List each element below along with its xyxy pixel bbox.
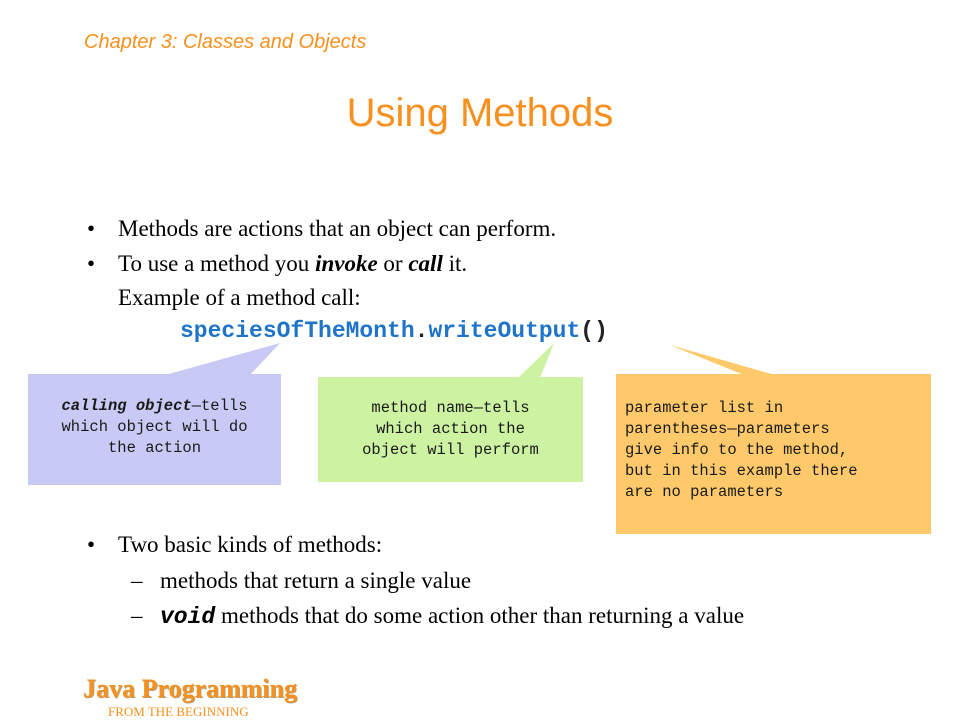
chapter-heading: Chapter 3: Classes and Objects bbox=[84, 31, 367, 53]
method-name-tail bbox=[518, 343, 554, 378]
footer-book-subtitle: FROM THE BEGINNING bbox=[108, 704, 249, 719]
parameter-list-tail bbox=[670, 345, 775, 375]
call-keyword: call bbox=[408, 251, 443, 276]
method-name-callout bbox=[318, 377, 583, 482]
calling-object-tail bbox=[165, 343, 280, 375]
callout-line: give info to the method, bbox=[625, 441, 849, 459]
calling-object-callout bbox=[28, 374, 281, 485]
text-segment: or bbox=[377, 251, 409, 276]
invoke-keyword: invoke bbox=[315, 251, 378, 276]
callout-line: the action bbox=[107, 439, 201, 457]
footer-book-title: Java Programming bbox=[83, 674, 297, 703]
parameter-list-code: () bbox=[580, 318, 608, 344]
parameter-list-callout bbox=[616, 374, 931, 534]
calling-object-code: speciesOfTheMonth bbox=[180, 318, 415, 344]
subbullet-return-value: methods that return a single value bbox=[160, 568, 472, 593]
bullet-two-kinds: Two basic kinds of methods: bbox=[118, 532, 383, 557]
callout-line: object will perform bbox=[362, 441, 539, 459]
callout-line: which object will do bbox=[61, 418, 248, 436]
slide-title: Using Methods bbox=[346, 91, 614, 135]
text-segment: To use a method you bbox=[118, 251, 316, 276]
callout-line: method name—tells bbox=[371, 399, 530, 417]
dot-operator: . bbox=[414, 318, 429, 344]
bullet-marker: • bbox=[87, 251, 96, 276]
callout-line: but in this example there bbox=[625, 462, 858, 480]
callout-line: parameter list in bbox=[625, 399, 784, 417]
bullet-methods-actions: Methods are actions that an object can perform. bbox=[118, 216, 557, 241]
void-keyword: void bbox=[160, 604, 216, 630]
text-segment: it. bbox=[442, 251, 468, 276]
bullet-marker: • bbox=[87, 532, 96, 557]
callout-text: —tells bbox=[191, 397, 248, 415]
callout-line bbox=[28, 396, 281, 417]
dash-marker: – bbox=[131, 603, 143, 628]
subbullet-void-methods bbox=[160, 603, 744, 630]
dash-marker: – bbox=[131, 568, 143, 593]
callout-line: parentheses—parameters bbox=[625, 420, 830, 438]
text-segment: methods that do some action other than returning a value bbox=[215, 603, 745, 628]
method-name-code: writeOutput bbox=[428, 318, 581, 344]
callout-line: are no parameters bbox=[625, 483, 784, 501]
bullet-marker: • bbox=[87, 216, 96, 241]
example-label: Example of a method call: bbox=[118, 285, 361, 310]
callout-line: which action the bbox=[376, 420, 525, 438]
callout-bold: calling object bbox=[61, 397, 192, 415]
